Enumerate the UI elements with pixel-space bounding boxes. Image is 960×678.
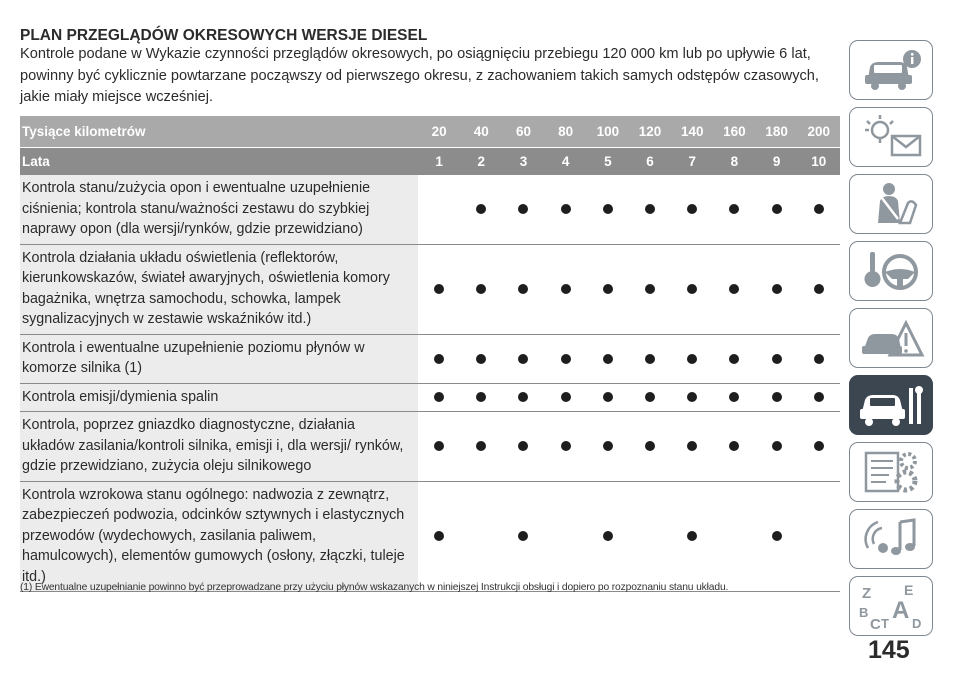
tab-starting-driving[interactable] bbox=[849, 241, 933, 301]
schedule-cell bbox=[629, 412, 671, 481]
check-dot-icon bbox=[814, 441, 824, 451]
check-dot-icon bbox=[518, 441, 528, 451]
check-dot-icon bbox=[603, 354, 613, 364]
index-letter-c: C bbox=[870, 616, 881, 631]
check-dot-icon bbox=[434, 392, 444, 402]
schedule-cell bbox=[798, 384, 840, 412]
schedule-cell bbox=[418, 412, 460, 481]
schedule-cell bbox=[671, 245, 713, 334]
check-dot-icon bbox=[729, 284, 739, 294]
check-dot-icon bbox=[687, 441, 697, 451]
year-cell: 9 bbox=[772, 154, 781, 169]
check-dot-icon bbox=[772, 284, 782, 294]
index-letter-z: Z bbox=[862, 585, 872, 602]
check-dot-icon bbox=[814, 204, 824, 214]
row-label: Kontrola stanu/zużycia opon i ewentualne uzupełnienie ciśnienia; kontrola stanu/ważności zestawu do szybkiej naprawy opon (dla wersji/rynków, gdzie przewidziano) bbox=[20, 175, 418, 244]
schedule-cell bbox=[418, 335, 460, 383]
check-dot-icon bbox=[434, 354, 444, 364]
technical-data-icon bbox=[856, 447, 926, 497]
schedule-cell bbox=[460, 384, 502, 412]
schedule-cell bbox=[545, 335, 587, 383]
year-cell: 4 bbox=[561, 154, 570, 169]
schedule-cell bbox=[756, 245, 798, 334]
starting-driving-icon bbox=[856, 246, 926, 296]
km-cell: 140 bbox=[680, 124, 704, 139]
check-dot-icon bbox=[603, 531, 613, 541]
schedule-cell bbox=[756, 175, 798, 244]
schedule-cell bbox=[460, 175, 502, 244]
check-dot-icon bbox=[603, 392, 613, 402]
check-dot-icon bbox=[645, 204, 655, 214]
schedule-cell bbox=[713, 384, 755, 412]
row-label: Kontrola działania układu oświetlenia (reflektorów, kierunkowskazów, świateł awaryjnych, oświetlenia komory bagażnika, wnętrza samochodu, schowka, lampek sygnalizacyjnych w zestawie wskaźników itd.) bbox=[20, 245, 418, 334]
emergency-icon bbox=[856, 313, 926, 363]
safety-belt-icon bbox=[856, 179, 926, 229]
check-dot-icon bbox=[729, 354, 739, 364]
km-cell: 100 bbox=[596, 124, 620, 139]
tab-index[interactable] bbox=[849, 576, 933, 636]
index-letter-t: T bbox=[881, 616, 889, 631]
schedule-cell bbox=[418, 245, 460, 334]
tab-emergency[interactable] bbox=[849, 308, 933, 368]
schedule-cell bbox=[671, 412, 713, 481]
schedule-cell bbox=[418, 175, 460, 244]
check-dot-icon bbox=[814, 354, 824, 364]
tab-multimedia[interactable] bbox=[849, 509, 933, 569]
tab-warning-lights[interactable] bbox=[849, 107, 933, 167]
schedule-cell bbox=[502, 335, 544, 383]
schedule-cell bbox=[460, 245, 502, 334]
schedule-cell bbox=[545, 482, 587, 592]
check-dot-icon bbox=[476, 284, 486, 294]
row-marks bbox=[418, 412, 840, 481]
tab-safety[interactable] bbox=[849, 174, 933, 234]
year-cell: 5 bbox=[604, 154, 612, 169]
footnote: (1) Ewentualne uzupełnianie powinno być przeprowadzane przy użyciu płynów wskazanych w niniejszej Instrukcji obsługi i dopiero po rozpoznaniu stanu układu. bbox=[20, 582, 729, 593]
check-dot-icon bbox=[434, 531, 444, 541]
schedule-cell bbox=[756, 335, 798, 383]
check-dot-icon bbox=[518, 204, 528, 214]
year-cell: 8 bbox=[730, 154, 739, 169]
schedule-cell bbox=[502, 482, 544, 592]
schedule-cell bbox=[629, 245, 671, 334]
row-label: Kontrola i ewentualne uzupełnienie poziomu płynów w komorze silnika (1) bbox=[20, 335, 418, 383]
table-row bbox=[20, 175, 840, 245]
check-dot-icon bbox=[645, 392, 655, 402]
table-row bbox=[20, 412, 840, 482]
check-dot-icon bbox=[729, 392, 739, 402]
check-dot-icon bbox=[476, 354, 486, 364]
schedule-cell bbox=[713, 175, 755, 244]
schedule-cell bbox=[502, 175, 544, 244]
schedule-cell bbox=[713, 335, 755, 383]
row-marks bbox=[418, 482, 840, 592]
index-icon bbox=[856, 581, 926, 631]
row-label: Kontrola emisji/dymienia spalin bbox=[20, 384, 418, 412]
km-cell: 80 bbox=[558, 124, 574, 139]
schedule-cell bbox=[587, 245, 629, 334]
check-dot-icon bbox=[603, 284, 613, 294]
check-dot-icon bbox=[814, 392, 824, 402]
chapter-tabs bbox=[849, 40, 935, 643]
schedule-cell bbox=[545, 384, 587, 412]
schedule-cell bbox=[713, 412, 755, 481]
km-cell: 160 bbox=[723, 124, 746, 139]
schedule-cell bbox=[671, 175, 713, 244]
schedule-cell bbox=[502, 412, 544, 481]
check-dot-icon bbox=[772, 392, 782, 402]
page-heading: PLAN PRZEGLĄDÓW OKRESOWYCH WERSJE DIESEL bbox=[20, 27, 428, 44]
check-dot-icon bbox=[476, 204, 486, 214]
check-dot-icon bbox=[603, 204, 613, 214]
schedule-cell bbox=[629, 384, 671, 412]
header-km-label: Tysiące kilometrów bbox=[22, 124, 146, 139]
check-dot-icon bbox=[561, 204, 571, 214]
schedule-cell bbox=[587, 384, 629, 412]
header-row-km bbox=[20, 116, 840, 147]
check-dot-icon bbox=[476, 392, 486, 402]
schedule-cell bbox=[671, 482, 713, 592]
check-dot-icon bbox=[518, 354, 528, 364]
tab-maintenance[interactable] bbox=[849, 375, 933, 435]
schedule-cell bbox=[629, 335, 671, 383]
warning-lights-icon bbox=[856, 112, 926, 162]
year-cell: 7 bbox=[688, 154, 696, 169]
check-dot-icon bbox=[645, 284, 655, 294]
schedule-cell bbox=[798, 482, 840, 592]
maintenance-schedule-table bbox=[20, 116, 840, 592]
maintenance-car-icon bbox=[856, 380, 926, 430]
check-dot-icon bbox=[687, 284, 697, 294]
check-dot-icon bbox=[561, 354, 571, 364]
km-cell: 40 bbox=[473, 124, 489, 139]
row-marks bbox=[418, 384, 840, 412]
schedule-cell bbox=[502, 384, 544, 412]
schedule-cell bbox=[545, 245, 587, 334]
check-dot-icon bbox=[603, 441, 613, 451]
intro-paragraph: Kontrole podane w Wykazie czynności przeglądów okresowych, po osiągnięciu przebiegu 120 000 km lub po upływie 6 lat, powinny być cyklicznie powtarzane począwszy od pierwszego okresu, z zachowaniem takich samych odstępów czasowych, jakie miały miejsce wcześniej. bbox=[20, 46, 819, 105]
schedule-cell bbox=[418, 482, 460, 592]
check-dot-icon bbox=[729, 204, 739, 214]
tab-technical-data[interactable] bbox=[849, 442, 933, 502]
page-number: 145 bbox=[868, 636, 910, 664]
index-letter-e: E bbox=[904, 582, 914, 598]
check-dot-icon bbox=[729, 441, 739, 451]
schedule-cell bbox=[798, 335, 840, 383]
check-dot-icon bbox=[772, 354, 782, 364]
multimedia-icon bbox=[856, 514, 926, 564]
check-dot-icon bbox=[434, 284, 444, 294]
year-cell: 2 bbox=[477, 154, 486, 169]
schedule-cell bbox=[671, 335, 713, 383]
schedule-cell bbox=[587, 175, 629, 244]
year-cell: 10 bbox=[811, 154, 827, 169]
check-dot-icon bbox=[772, 531, 782, 541]
check-dot-icon bbox=[561, 392, 571, 402]
schedule-cell bbox=[629, 482, 671, 592]
schedule-cell bbox=[545, 175, 587, 244]
check-dot-icon bbox=[814, 284, 824, 294]
schedule-rows bbox=[20, 175, 840, 592]
schedule-cell bbox=[798, 175, 840, 244]
table-row bbox=[20, 384, 840, 413]
schedule-cell bbox=[587, 482, 629, 592]
row-marks bbox=[418, 335, 840, 383]
schedule-cell bbox=[629, 175, 671, 244]
schedule-cell bbox=[798, 412, 840, 481]
year-cell: 1 bbox=[435, 154, 443, 169]
check-dot-icon bbox=[434, 441, 444, 451]
schedule-cell bbox=[756, 384, 798, 412]
index-letter-a: A bbox=[892, 597, 910, 624]
check-dot-icon bbox=[687, 204, 697, 214]
row-label: Kontrola wzrokowa stanu ogólnego: nadwozia z zewnątrz, zabezpieczeń podwozia, odcinków sztywnych i elastycznych przewodów (wydechowych, zasilania paliwem, hamulcowych), elementów gumowych (osłony, złączki, tuleje itd.) bbox=[20, 482, 418, 592]
year-cell: 3 bbox=[519, 154, 528, 169]
schedule-cell bbox=[502, 245, 544, 334]
header-years-label: Lata bbox=[22, 154, 50, 169]
km-cell: 20 bbox=[431, 124, 447, 139]
check-dot-icon bbox=[518, 531, 528, 541]
check-dot-icon bbox=[518, 392, 528, 402]
km-cell: 180 bbox=[765, 124, 788, 139]
schedule-cell bbox=[713, 245, 755, 334]
check-dot-icon bbox=[645, 441, 655, 451]
row-marks bbox=[418, 175, 840, 244]
row-marks bbox=[418, 245, 840, 334]
table-row bbox=[20, 335, 840, 384]
check-dot-icon bbox=[687, 354, 697, 364]
tab-car-info[interactable] bbox=[849, 40, 933, 100]
car-info-icon bbox=[856, 45, 926, 95]
check-dot-icon bbox=[687, 392, 697, 402]
schedule-cell bbox=[713, 482, 755, 592]
check-dot-icon bbox=[772, 441, 782, 451]
table-row bbox=[20, 482, 840, 593]
index-letter-b: B bbox=[859, 605, 869, 620]
check-dot-icon bbox=[476, 441, 486, 451]
km-cell: 120 bbox=[638, 124, 662, 139]
schedule-cell bbox=[756, 412, 798, 481]
check-dot-icon bbox=[561, 284, 571, 294]
check-dot-icon bbox=[772, 204, 782, 214]
check-dot-icon bbox=[687, 531, 697, 541]
check-dot-icon bbox=[561, 441, 571, 451]
index-letter-d: D bbox=[912, 616, 922, 631]
schedule-cell bbox=[460, 482, 502, 592]
check-dot-icon bbox=[518, 284, 528, 294]
schedule-cell bbox=[756, 482, 798, 592]
schedule-cell bbox=[798, 245, 840, 334]
row-label: Kontrola, poprzez gniazdko diagnostyczne, działania układów zasilania/kontroli silnika, emisji i, dla wersji/ rynków, gdzie przewidziano, zużycia oleju silnikowego bbox=[20, 412, 418, 481]
header-row-years bbox=[20, 147, 840, 175]
check-dot-icon bbox=[645, 354, 655, 364]
schedule-cell bbox=[587, 412, 629, 481]
schedule-cell bbox=[545, 412, 587, 481]
schedule-cell bbox=[587, 335, 629, 383]
schedule-cell bbox=[418, 384, 460, 412]
year-cell: 6 bbox=[646, 154, 654, 169]
km-cell: 200 bbox=[807, 124, 831, 139]
schedule-cell bbox=[460, 335, 502, 383]
table-row bbox=[20, 245, 840, 335]
schedule-cell bbox=[671, 384, 713, 412]
schedule-cell bbox=[460, 412, 502, 481]
km-cell: 60 bbox=[515, 124, 531, 139]
